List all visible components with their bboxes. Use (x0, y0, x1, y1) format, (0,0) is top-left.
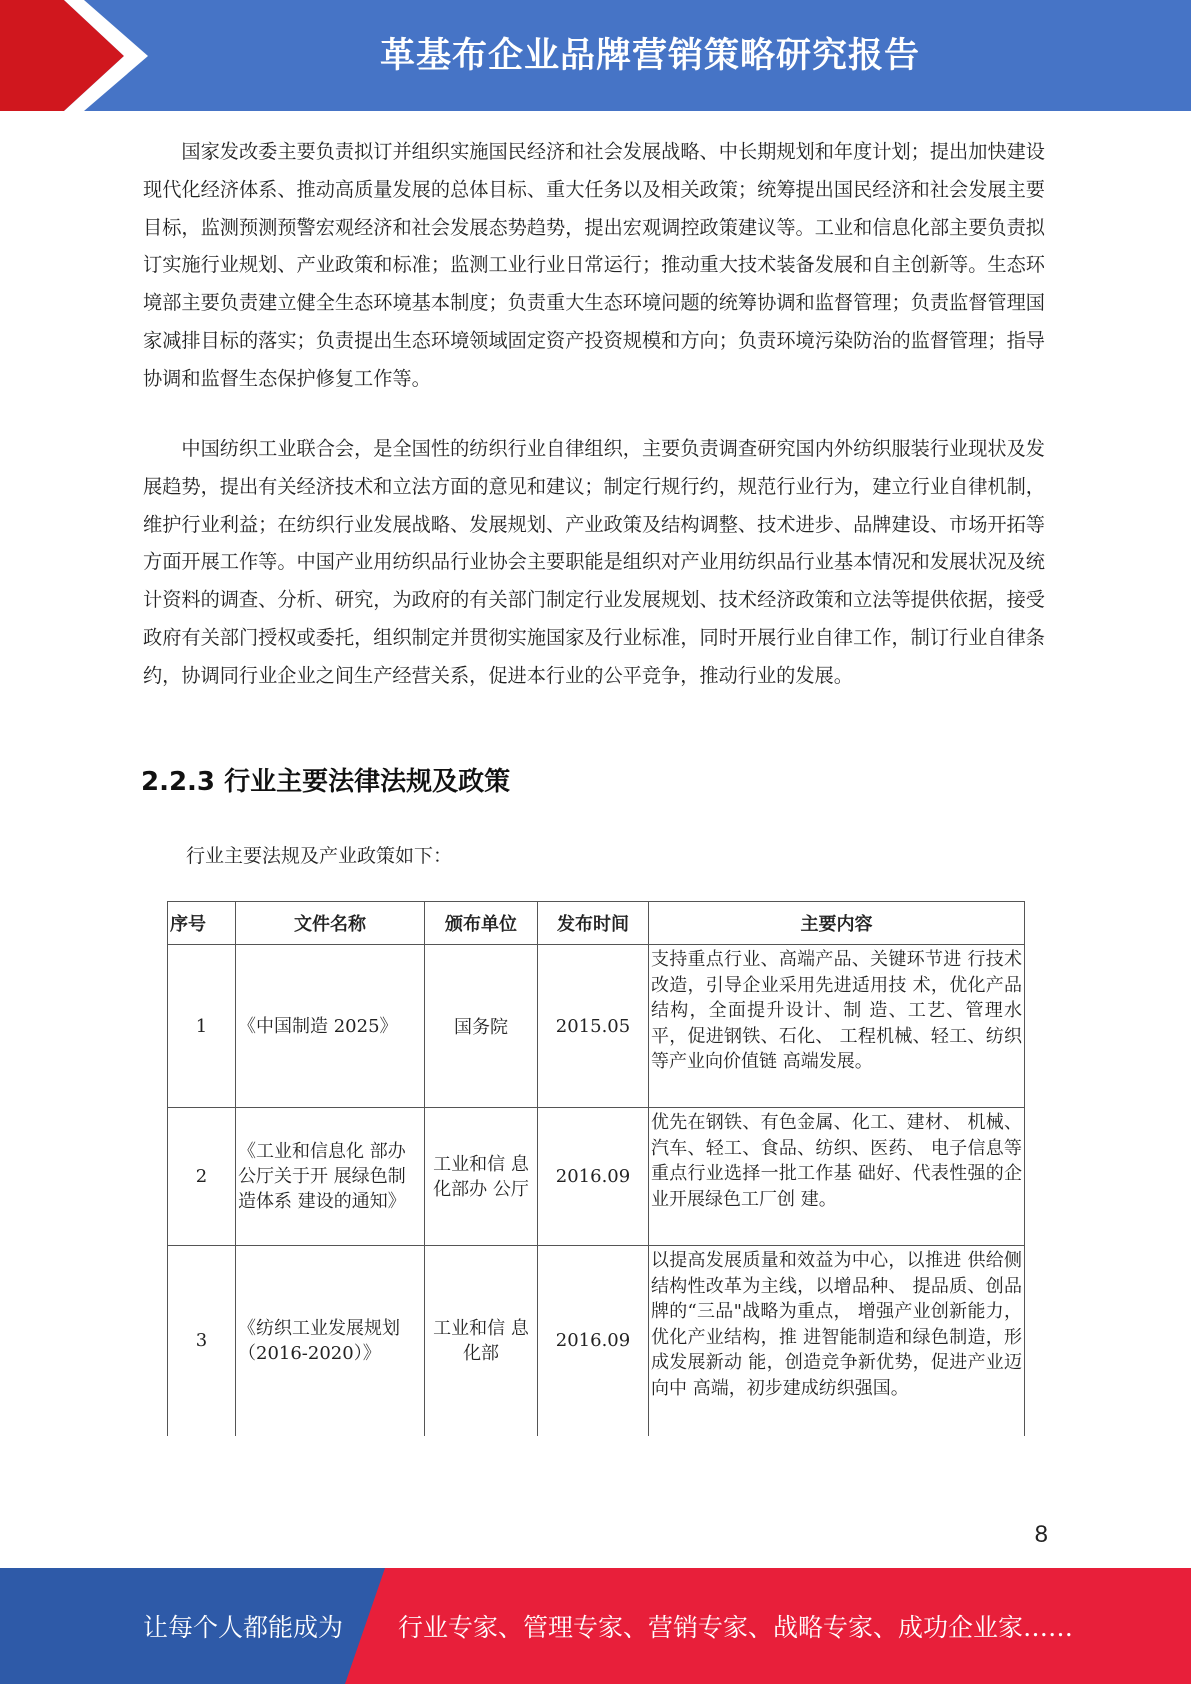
cell-no: 3 (168, 1246, 236, 1436)
cell-content: 以提高发展质量和效益为中心，以推进 供给侧结构性改革为主线，以增品种、 提品质、创品牌的“三品"战略为重点， 增强产业创新能力，优化产业结构，推 进智能制造和绿色制造，形成发展新动 能，创造竞争新优势，促进产业迈向中 高端，初步建成纺织强国。 (649, 1246, 1025, 1436)
cell-date: 2015.05 (538, 945, 649, 1108)
cell-issuer: 工业和信 息化部办 公厅 (425, 1108, 538, 1246)
cell-content: 支持重点行业、高端产品、关键环节进 行技术改造，引导企业采用先进适用技 术，优化产品结构，全面提升设计、制 造、工艺、管理水平，促进钢铁、石化、 工程机械、轻工、纺织等产业向价值链 高端发展。 (649, 945, 1025, 1108)
table-row (168, 1246, 1025, 1436)
header-cell-name: 文件名称 (236, 902, 425, 945)
section-intro: 行业主要法规及产业政策如下： (186, 845, 453, 867)
paragraph-associations: 中国纺织工业联合会，是全国性的纺织行业自律组织，主要负责调查研究国内外纺织服装行业现状及发展趋势，提出有关经济技术和立法方面的意见和建议；制定行规行约，规范行业行为，建立行业自律机制，维护行业利益；在纺织行业发展战略、发展规划、产业政策及结构调整、技术进步、品牌建设、市场开拓等方面开展工作等。中国产业用纺织品行业协会主要职能是组织对产业用纺织品行业基本情况和发展状况及统计资料的调查、分析、研究，为政府的有关部门制定行业发展规划、技术经济政策和立法等提供依据，接受政府有关部门授权或委托，组织制定并贯彻实施国家及行业标准，同时开展行业自律工作，制订行业自律条约，协调同行业企业之间生产经营关系，促进本行业的公平竞争，推动行业的发展。 (143, 437, 1045, 687)
cell-date: 2016.09 (538, 1246, 649, 1436)
header-cell-content: 主要内容 (649, 902, 1025, 945)
table-row (168, 945, 1025, 1108)
footer-slogan-right: 行业专家、管理专家、营销专家、战略专家、成功企业家…… (398, 1613, 1074, 1642)
table-row (168, 1108, 1025, 1246)
header-cell-date: 发布时间 (538, 902, 649, 945)
policy-table (167, 901, 1025, 1436)
cell-issuer: 国务院 (425, 945, 538, 1108)
header-cell-issuer: 颁布单位 (425, 902, 538, 945)
cell-name: 《工业和信息化 部办公厅关于开 展绿色制造体系 建设的通知》 (236, 1108, 425, 1246)
section-heading: 2.2.3 行业主要法律法规及政策 (141, 767, 511, 797)
paragraph-regulators: 国家发改委主要负责拟订并组织实施国民经济和社会发展战略、中长期规划和年度计划；提出加快建设现代化经济体系、推动高质量发展的总体目标、重大任务以及相关政策；统筹提出国民经济和社会发展主要目标，监测预测预警宏观经济和社会发展态势趋势，提出宏观调控政策建议等。工业和信息化部主要负责拟订实施行业规划、产业政策和标准；监测工业行业日常运行；推动重大技术装备发展和自主创新等。生态环境部主要负责建立健全生态环境基本制度；负责重大生态环境问题的统筹协调和监督管理；负责监督管理国家减排目标的落实；负责提出生态环境领域固定资产投资规模和方向；负责环境污染防治的监督管理；指导协调和监督生态保护修复工作等。 (143, 140, 1045, 390)
footer-slogan-left: 让每个人都能成为 (143, 1613, 344, 1642)
cell-date: 2016.09 (538, 1108, 649, 1246)
report-title: 革基布企业品牌营销策略研究报告 (379, 36, 920, 76)
cell-name: 《中国制造 2025》 (236, 945, 425, 1108)
cell-name: 《纺织工业发展规划（2016-2020）》 (236, 1246, 425, 1436)
cell-content: 优先在钢铁、有色金属、化工、建材、 机械、汽车、轻工、食品、纺织、医药、 电子信息等重点行业选择一批工作基 础好、代表性强的企业开展绿色工厂创 建。 (649, 1108, 1025, 1246)
page-header (0, 0, 1191, 111)
page-number: 8 (1034, 1521, 1048, 1548)
table-header-row (168, 902, 1025, 945)
cell-no: 2 (168, 1108, 236, 1246)
header-cell-no: 序号 (168, 902, 236, 945)
page-footer (0, 1568, 1191, 1684)
cell-no: 1 (168, 945, 236, 1108)
cell-issuer: 工业和信 息化部 (425, 1246, 538, 1436)
